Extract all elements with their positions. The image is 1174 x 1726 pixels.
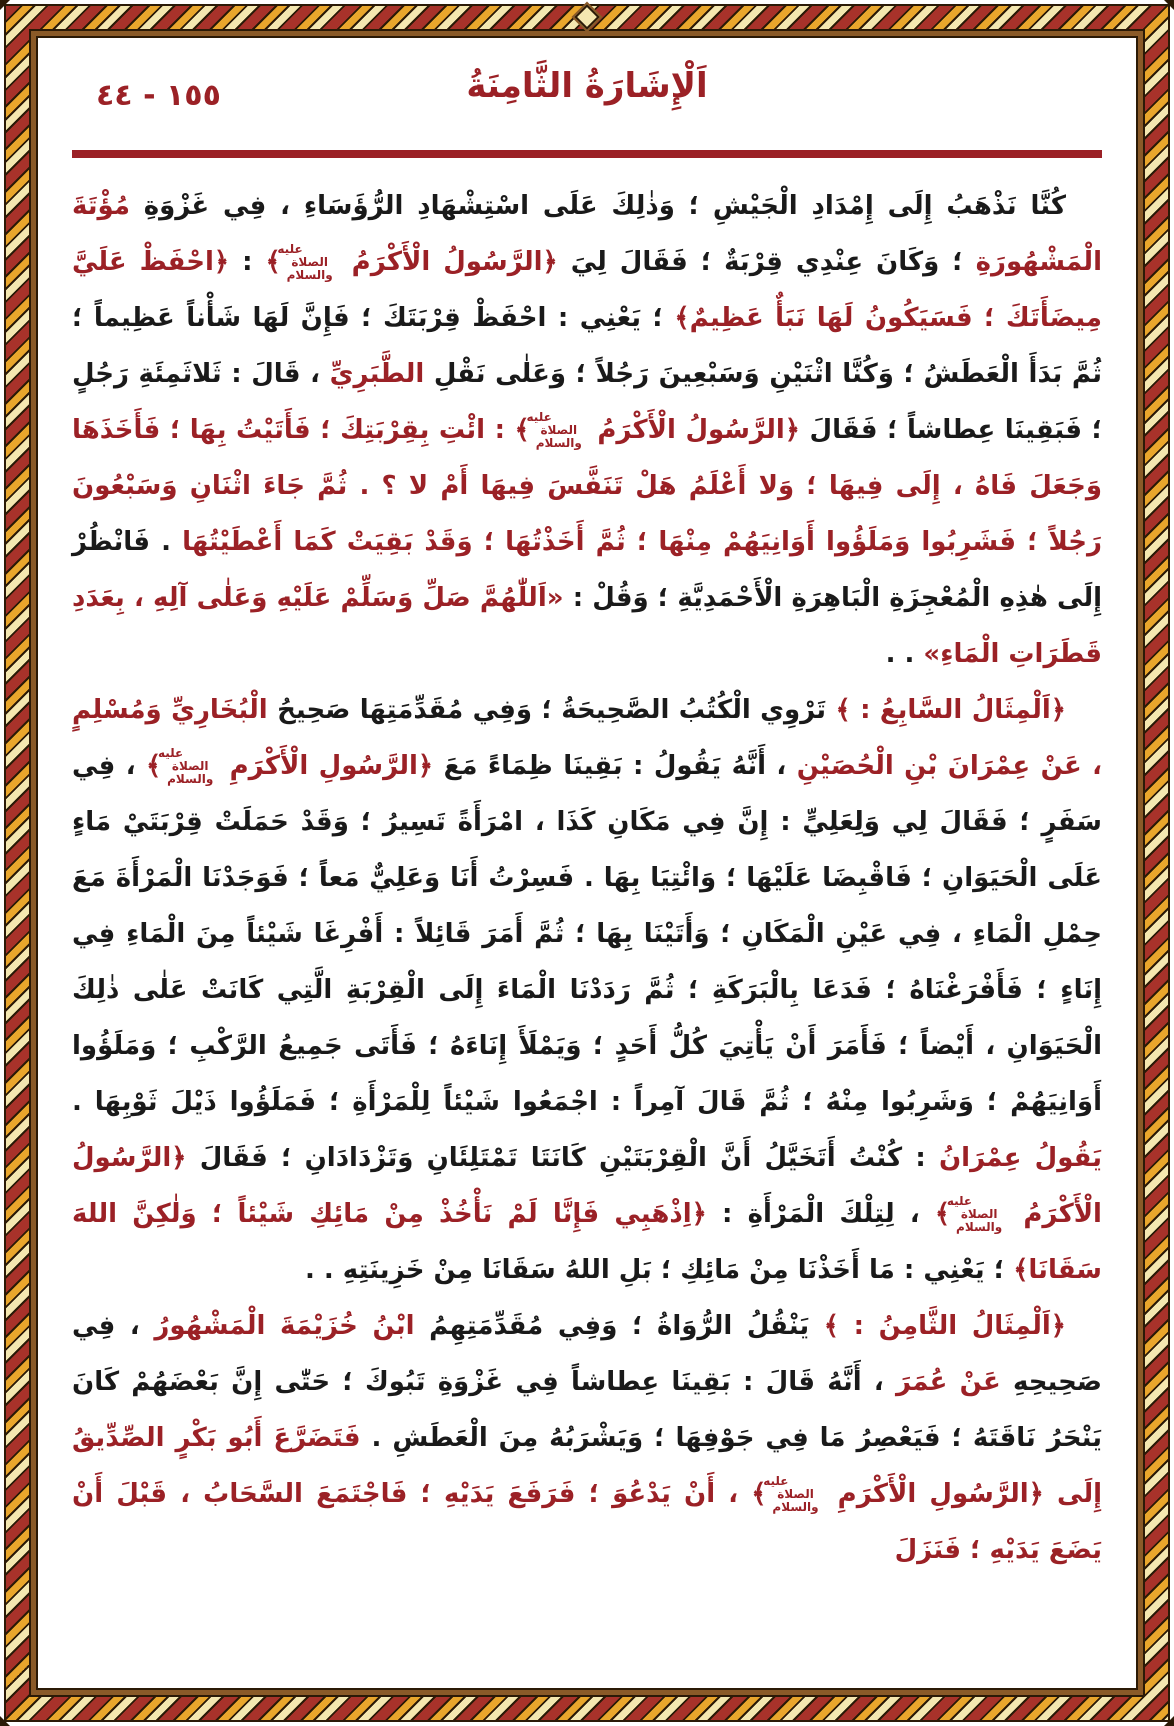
text-segment: ، لِتِلْكَ الْمَرْأَةِ : (706, 1199, 935, 1229)
text-segment: ﴾ (934, 1199, 951, 1229)
text-segment: : كُنْتُ أَتَخَيَّلُ أَنَّ الْقِرْبَتَيْنِ كَانَتَا تَمْتَلِئَانِ وَتَزْدَادَانِ ؛ فَقَالَ (186, 1143, 939, 1173)
corner-ornament-icon (0, 0, 12, 12)
pbuh-honorific: عليه الصلاة والسلام (526, 409, 582, 451)
text-segment: عَنْ عُمَرَ (896, 1367, 1001, 1397)
text-segment: ﴾ : ائْتِ بِقِرْبَتِكَ ؛ فَأَتَيْتُ بِهَا ؛ فَأَخَذَهَا وَجَعَلَ فَاهُ ، إِلَى فِيهَا ؛ وَلا أَعْلَمُ هَلْ تَنَفَّسَ فِيهَا أَمْ لا ؟ . ثُمَّ جَاءَ اثْنَانِ وَسَبْعُونَ رَجُلاً ؛ فَشَرِبُوا وَمَلَؤُوا أَوَانِيَهُمْ مِنْهَا ؛ ثُمَّ أَخَذْتُهَا ؛ وَقَدْ بَقِيَتْ كَمَا أَعْطَيْتُهَا (72, 415, 1102, 557)
text-segment: ؛ يَعْنِي : احْفَظْ قِرْبَتَكَ ؛ فَإِنَّ لَهَا شَأْناً عَظِيماً ؛ ثُمَّ بَدَأَ الْعَطَشُ ؛ وَكُنَّا اثْنَيْنِ وَسَبْعِينَ رَجُلاً ؛ وَعَلٰى نَقْلِ (72, 303, 1102, 389)
text-segment: ، فِي صَحِيحِهِ (72, 1311, 1103, 1397)
header-divider (72, 150, 1102, 158)
text-segment: ، فِي سَفَرٍ ؛ فَقَالَ لِي وَلِعَلِيٍّ : إِنَّ فِي مَكَانِ كَذَا ، امْرَأَةً تَسِيرُ ؛ وَقَدْ حَمَلَتْ قِرْبَتَيْ مَاءٍ عَلَى الْحَيَوَانِ ؛ فَاقْبِضَا عَلَيْهَا ؛ وَائْتِيَا بِهَا . فَسِرْتُ أَنَا وَعَلِيٌّ مَعاً ؛ فَوَجَدْنَا الْمَرْأَةَ مَعَ حِمْلِ الْمَاءِ ، فِي عَيْنِ الْمَكَانِ ؛ وَأَتَيْنَا بِهَا ؛ ثُمَّ أَمَرَ قَائِلاً : أَفْرِغَا شَيْئاً مِنَ الْمَاءِ فِي إِنَاءٍ ؛ فَأَفْرَغْنَاهُ ؛ فَدَعَا بِالْبَرَكَةِ ؛ ثُمَّ رَدَدْنَا الْمَاءَ إِلَى الْقِرْبَةِ الَّتِي كَانَتْ عَلٰى ذٰلِكَ الْحَيَوَانِ ، أَيْضاً ؛ فَأَمَرَ أَنْ يَأْتِيَ كُلُّ أَحَدٍ ؛ وَيَمْلَأَ إِنَاءَهُ ؛ فَأَتَى جَمِيعُ الرَّكْبِ ؛ وَمَلَؤُوا أَوَانِيَهُمْ ؛ وَشَرِبُوا مِنْهُ ؛ ثُمَّ قَالَ آمِراً : اجْمَعُوا شَيْئاً لِلْمَرْأَةِ ؛ فَمَلَؤُوا ذَيْلَ ثَوْبِهَا . (72, 751, 1102, 1117)
text-segment: ؛ يَعْنِي : مَا أَخَذْنَا مِنْ مَائِكِ ؛ بَلِ اللهُ سَقَانَا مِنْ خَزِينَتِهِ . . (304, 1255, 1014, 1285)
paragraph (72, 1298, 1102, 1578)
text-segment: ، قَالَ : ثَلاثَمِئَةِ رَجُلٍ ؛ فَبَقِينَا عِطاشاً ؛ فَقَالَ (72, 359, 1102, 445)
text-segment: ﴿الرَّسُولُ الْأَكْرَمُ (338, 247, 558, 277)
text-segment: ﴾ ، أَنْ يَدْعُوَ ؛ فَرَفَعَ يَدَيْهِ ؛ فَاجْتَمَعَ السَّحَابُ ، قَبْلَ أَنْ يَضَعَ يَدَيْهِ ؛ فَنَزَلَ (72, 1479, 1102, 1565)
text-segment: مُؤْتَةَ الْمَشْهُورَةِ (72, 191, 1102, 277)
text-segment: ﴿اِذْهَبِي فَإِنَّا لَمْ نَأْخُذْ مِنْ مَائِكِ شَيْئاً ؛ وَلٰكِنَّ اللهَ سَقَانَا﴾ (72, 1199, 1102, 1285)
text-segment: ﴿الرَّسُولُ الْأَكْرَمُ (72, 1143, 1102, 1229)
text-segment: ﴿الرَّسُولِ الْأَكْرَمِ (219, 751, 434, 781)
text-segment: . . (885, 639, 924, 669)
text-segment: «اَللّٰهُمَّ صَلِّ وَسَلِّمْ عَلَيْهِ وَعَلٰى آلِهِ ، بِعَدَدِ قَطَرَاتِ الْمَاءِ» (72, 583, 1102, 669)
page-number: ١٥٥ - ٤٤ (96, 78, 221, 113)
text-segment: ، أَنَّهُ يَقُولُ : بَقِينَا ظِمَاءً مَعَ (433, 751, 797, 781)
paragraph (72, 178, 1102, 682)
section-title: اَلْإِشَارَةُ الثَّامِنَةُ (466, 66, 708, 106)
body-text (72, 178, 1102, 1578)
text-segment: فَتَضَرَّعَ أَبُو بَكْرٍ الصِّدِّيقُ إِلَى ﴿الرَّسُولِ الْأَكْرَمِ (72, 1423, 1102, 1509)
paragraph (72, 682, 1102, 1298)
text-segment: ﴾ (146, 751, 162, 781)
text-segment: ﴿اَلْمِثَالُ الثَّامِنُ : ﴾ (823, 1311, 1067, 1341)
page-header (72, 44, 1102, 140)
corner-ornament-icon (1162, 1714, 1174, 1726)
text-segment: ، أَنَّهُ قَالَ : بَقِينَا عِطاشاً فِي غَزْوَةِ تَبُوكَ ؛ حَتّٰى إِنَّ بَعْضَهُمْ كَانَ يَنْحَرُ نَاقَتَهُ ؛ فَيَعْصِرُ مَا فِي جَوْفِهَا ؛ وَيَشْرَبُهُ مِنَ الْعَطَشِ . (72, 1367, 1103, 1453)
text-segment: ﴿اَلْمِثَالُ السَّابِعُ : ﴾ (835, 695, 1066, 725)
text-segment: يَنْقُلُ الرُّوَاةُ ؛ وَفِي مُقَدِّمَتِهِمُ (414, 1311, 824, 1341)
text-segment: الطَّبَرِيِّ (329, 359, 425, 389)
page-content (72, 44, 1102, 1682)
text-segment: الْبُخَارِيِّ وَمُسْلِمٍ ، عَنْ عِمْرَانَ بْنِ الْحُصَيْنِ (72, 695, 1102, 781)
pbuh-honorific: عليه الصلاة والسلام (157, 745, 214, 787)
text-segment: ؛ وَكَانَ عِنْدِي قِرْبَةٌ ؛ فَقَالَ لِيَ (557, 247, 976, 277)
text-segment: تَرْوِي الْكُتُبُ الصَّحِيحَةُ ؛ وَفِي مُقَدِّمَتِهَا صَحِيحُ (267, 695, 836, 725)
text-segment: ﴾ (265, 247, 281, 277)
pbuh-honorific: عليه الصلاة والسلام (763, 1473, 819, 1515)
pbuh-honorific: عليه الصلاة والسلام (946, 1193, 1003, 1235)
pbuh-honorific: عليه الصلاة والسلام (277, 241, 333, 283)
text-segment: ﴿الرَّسُولُ الْأَكْرَمُ (587, 415, 800, 445)
text-segment: . فَانْظُرْ إِلَى هٰذِهِ الْمُعْجِزَةِ الْبَاهِرَةِ الْأَحْمَدِيَّةِ ؛ وَقُلْ : (72, 527, 1102, 613)
text-segment: : (229, 247, 266, 277)
corner-ornament-icon (0, 1714, 12, 1726)
text-segment: ابْنُ خُزَيْمَةَ الْمَشْهُورُ (154, 1311, 415, 1341)
text-segment: ﴿احْفَظْ عَلَيَّ مِيضَأَتَكَ ؛ فَسَيَكُونُ لَهَا نَبَأٌ عَظِيمٌ﴾ (72, 247, 1102, 333)
corner-ornament-icon (1162, 0, 1174, 12)
text-segment: يَقُولُ عِمْرَانُ (938, 1143, 1102, 1173)
text-segment: كُنَّا نَذْهَبُ إِلَى إِمْدَادِ الْجَيْشِ ؛ وَذٰلِكَ عَلَى اسْتِشْهَادِ الرُّؤَسَاءِ ، فِي غَزْوَةِ (129, 191, 1066, 221)
